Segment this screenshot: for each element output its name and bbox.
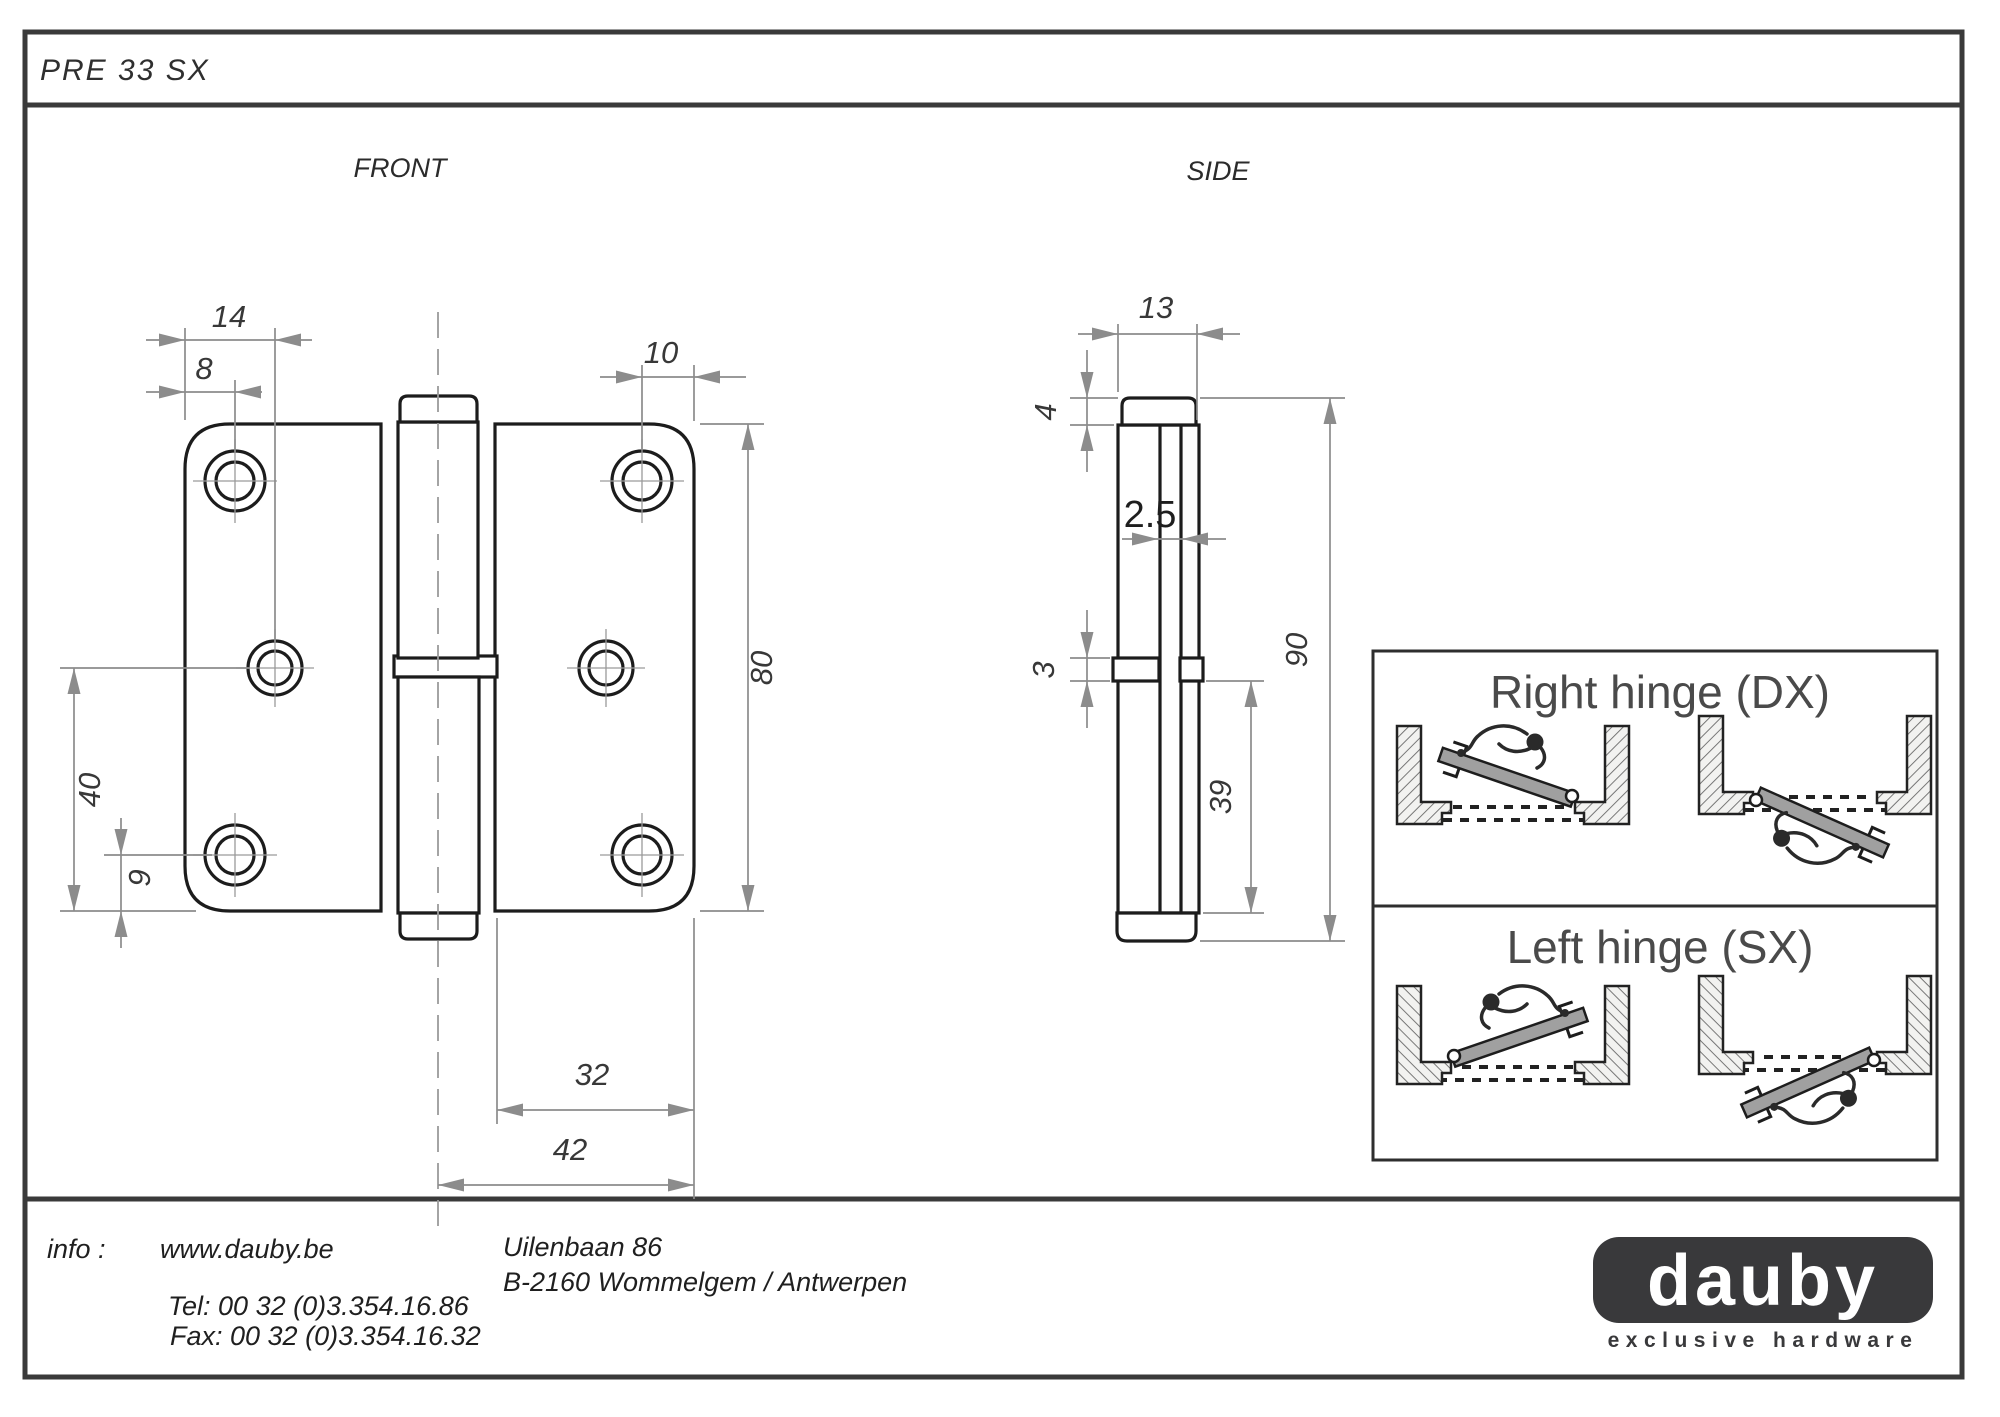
dim-80: 80 bbox=[744, 650, 779, 686]
dim-90: 90 bbox=[1279, 632, 1314, 668]
fax-number: Fax: 00 32 (0)3.354.16.32 bbox=[170, 1321, 481, 1351]
dim-9: 9 bbox=[122, 869, 157, 887]
side-view-label: SIDE bbox=[1186, 156, 1250, 186]
address-line-1: Uilenbaan 86 bbox=[503, 1232, 663, 1262]
address-line-2: B-2160 Wommelgem / Antwerpen bbox=[503, 1267, 908, 1297]
drawing-title: PRE 33 SX bbox=[40, 54, 210, 87]
dim-14: 14 bbox=[211, 299, 247, 334]
title-block-frame bbox=[25, 32, 1962, 105]
dim-3: 3 bbox=[1026, 661, 1061, 679]
side-pin-cap-bottom bbox=[1117, 913, 1196, 941]
dim-10: 10 bbox=[643, 335, 679, 370]
dim-39: 39 bbox=[1203, 779, 1238, 815]
info-label: info : bbox=[47, 1234, 106, 1264]
side-view bbox=[1113, 398, 1203, 941]
phone-number: Tel: 00 32 (0)3.354.16.86 bbox=[168, 1291, 469, 1321]
dim-8: 8 bbox=[195, 351, 213, 386]
dim-4: 4 bbox=[1028, 403, 1063, 421]
dim-2-5: 2.5 bbox=[1123, 494, 1177, 536]
dim-42: 42 bbox=[552, 1132, 588, 1167]
logo-wordmark: dauby bbox=[1646, 1241, 1880, 1321]
logo-tagline: exclusive hardware bbox=[1607, 1329, 1919, 1352]
side-pin-cap-top bbox=[1122, 398, 1196, 425]
dim-40: 40 bbox=[72, 772, 107, 808]
front-view-label: FRONT bbox=[353, 153, 447, 183]
website-link[interactable]: www.dauby.be bbox=[160, 1234, 334, 1264]
right-hinge-title: Right hinge (DX) bbox=[1489, 666, 1831, 718]
dim-13: 13 bbox=[1138, 290, 1174, 325]
side-collar-left bbox=[1113, 658, 1159, 681]
side-collar-right bbox=[1180, 658, 1203, 681]
dauby-logo bbox=[1593, 1237, 1933, 1352]
dim-32: 32 bbox=[574, 1057, 610, 1092]
hinge-orientation-box bbox=[1373, 651, 1937, 1160]
left-hinge-title: Left hinge (SX) bbox=[1506, 921, 1814, 973]
